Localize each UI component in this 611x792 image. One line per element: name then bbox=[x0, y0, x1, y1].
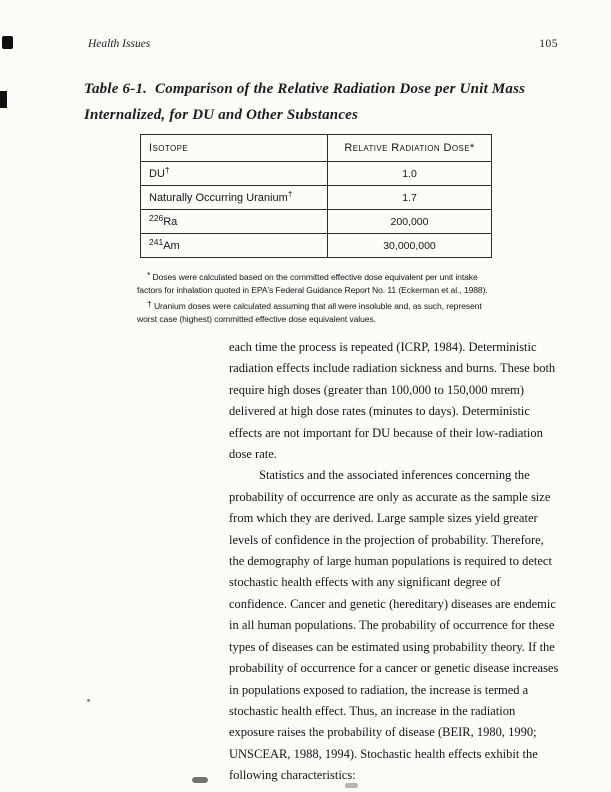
scan-artifact bbox=[192, 777, 208, 783]
running-title: Health Issues bbox=[88, 38, 151, 50]
isotope-cell bbox=[141, 162, 328, 186]
table-title: Table 6-1. Comparison of the Relative Radiation Dose per Unit Mass Internalized, for DU and Other Substances bbox=[84, 81, 530, 123]
isotope-cell bbox=[141, 234, 328, 258]
isotope-footnote-marker: † bbox=[164, 164, 170, 175]
footnote-asterisk bbox=[137, 271, 499, 297]
isotope-name: Am bbox=[163, 239, 180, 252]
footnote-marker: † bbox=[147, 299, 152, 309]
table-head bbox=[141, 135, 492, 162]
page-number: 105 bbox=[539, 38, 558, 50]
isotope-mass-superscript: 241 bbox=[149, 236, 164, 247]
scan-artifact bbox=[2, 36, 13, 49]
isotope-mass-superscript: 226 bbox=[149, 212, 164, 223]
table-row bbox=[141, 162, 492, 186]
scan-artifact bbox=[87, 699, 90, 702]
scan-artifact bbox=[0, 91, 7, 108]
footnote-dagger bbox=[137, 300, 499, 326]
body-text bbox=[229, 337, 560, 787]
page-header bbox=[88, 38, 558, 50]
isotope-footnote-marker: † bbox=[287, 188, 293, 199]
isotope-name: DU bbox=[149, 167, 165, 180]
footnote-marker: * bbox=[147, 270, 151, 280]
dose-cell: 1.0 bbox=[328, 162, 492, 186]
column-header-dose: Relative Radiation Dose* bbox=[328, 135, 492, 162]
isotope-dose-table bbox=[140, 134, 492, 258]
table-row bbox=[141, 210, 492, 234]
table-body bbox=[141, 162, 492, 258]
isotope-cell bbox=[141, 186, 328, 210]
table-header-row bbox=[141, 135, 492, 162]
footnote-text: Uranium doses were calculated assuming that all were insoluble and, as such, represent worst case (highest) committed effective dose equivalent values. bbox=[137, 301, 482, 324]
table-row bbox=[141, 186, 492, 210]
column-header-isotope: Isotope bbox=[141, 135, 328, 162]
dose-cell: 30,000,000 bbox=[328, 234, 492, 258]
isotope-name: Naturally Occurring Uranium bbox=[149, 191, 288, 204]
footnote-text: Doses were calculated based on the committed effective dose equivalent per unit intake factors for inhalation quoted in EPA's Federal Guidance Report No. 11 (Eckerman et al., 1988). bbox=[137, 272, 488, 295]
table-footnotes bbox=[137, 271, 499, 329]
isotope-cell bbox=[141, 210, 328, 234]
table-row bbox=[141, 234, 492, 258]
isotope-name: Ra bbox=[163, 215, 178, 228]
paragraph: Statistics and the associated inferences concerning the probability of occurrence are only as accurate as the sample size from which they are derived. Large sample sizes yield greater levels of confidence in the projection of probability. Therefore, the demography of large human populations is required to detect stochastic health effects with any significant degree of confidence. Cancer and genetic (hereditary) diseases are endemic in all human populations. The probability of occurrence for these types of diseases can be estimated using probability theory. If the probability of occurrence for a cancer or genetic disease increases in populations exposed to radiation, the increase is termed a stochastic health effect. Thus, an increase in the radiation exposure raises the probability of disease (BEIR, 1980, 1990; UNSCEAR, 1988, 1994). Stochastic health effects exhibit the following characteristics: bbox=[229, 468, 559, 783]
paragraph: each time the process is repeated (ICRP, 1984). Deterministic radiation effects include radiation sickness and burns. These both require high doses (greater than 100,000 to 150,000 mrem) delivered at high dose rates (minutes to days). Deterministic effects are not important for DU because of their low-radiation dose rate. bbox=[229, 340, 556, 462]
dose-cell: 200,000 bbox=[328, 210, 492, 234]
dose-cell: 1.7 bbox=[328, 186, 492, 210]
